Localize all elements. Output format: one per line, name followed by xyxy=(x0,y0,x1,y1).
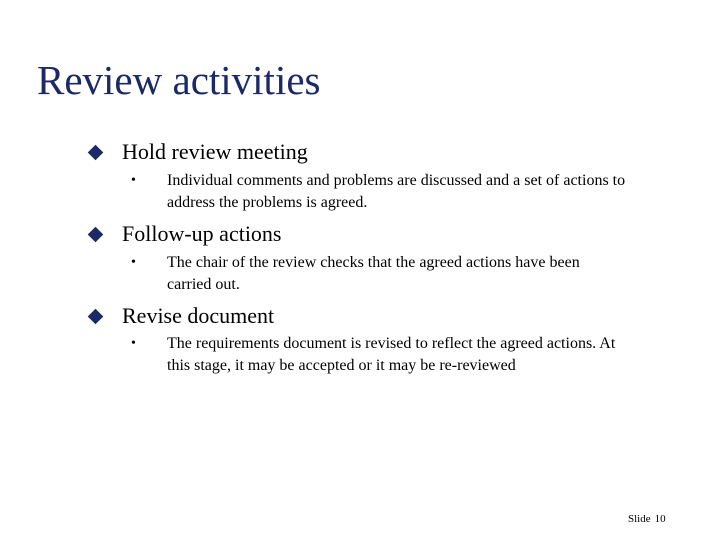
diamond-bullet-icon xyxy=(88,227,104,243)
bullet-heading: Revise document xyxy=(122,303,275,328)
bullet-heading: Hold review meeting xyxy=(122,139,308,164)
slide-label: Slide xyxy=(628,513,651,525)
slide-number: 10 xyxy=(654,513,666,525)
bullet-detail xyxy=(167,252,697,296)
bullet-heading: Follow-up actions xyxy=(122,221,282,246)
diamond-bullet-icon xyxy=(88,309,104,325)
detail-line: address the problems is agreed. xyxy=(167,194,368,211)
dot-bullet-icon: • xyxy=(131,173,136,188)
slide-number-footer xyxy=(628,512,666,526)
bullet-detail xyxy=(167,333,697,377)
bullet-detail xyxy=(167,170,697,214)
dot-bullet-icon: • xyxy=(131,255,136,270)
detail-line: this stage, it may be accepted or it may be re-reviewed xyxy=(167,357,516,374)
diamond-bullet-icon xyxy=(88,145,104,161)
dot-bullet-icon: • xyxy=(131,336,136,351)
slide-title: Review activities xyxy=(37,57,321,103)
detail-line: carried out. xyxy=(167,276,240,293)
detail-line: The requirements document is revised to reflect the agreed actions. At xyxy=(167,335,616,352)
detail-line: The chair of the review checks that the agreed actions have been xyxy=(167,254,580,271)
detail-line: Individual comments and problems are discussed and a set of actions to xyxy=(167,172,626,189)
